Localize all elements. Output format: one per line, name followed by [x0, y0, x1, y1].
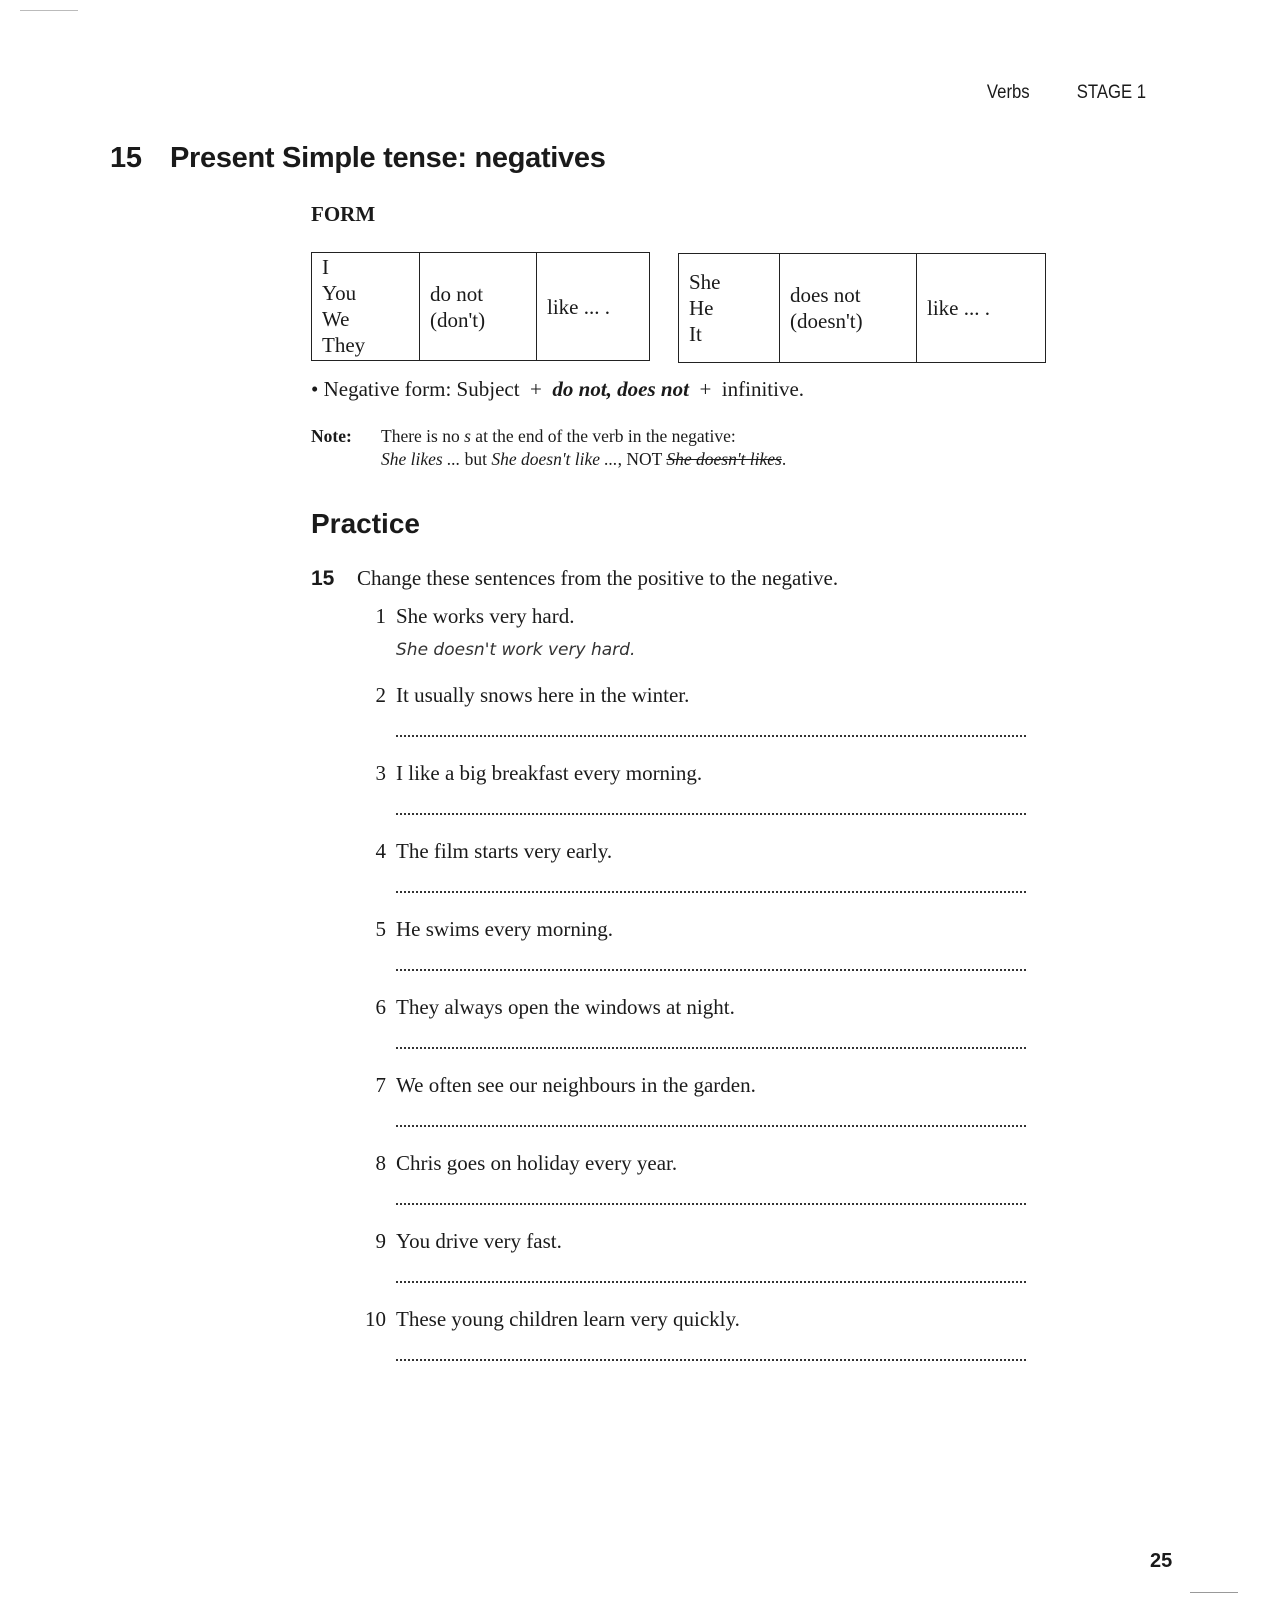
- item-sentence: I like a big breakfast every morning.: [396, 761, 703, 785]
- subjects-cell: [312, 253, 420, 361]
- item-number: 8: [375, 1151, 386, 1175]
- list-item: [356, 604, 1026, 683]
- note-wrong-example: She doesn't likes: [666, 449, 782, 469]
- answer-line[interactable]: [396, 1271, 1026, 1283]
- aux-cell: [780, 254, 917, 363]
- note-not: , NOT: [617, 449, 667, 469]
- running-header: [984, 82, 1151, 104]
- list-item: [356, 839, 1026, 917]
- item-sentence: They always open the windows at night.: [396, 995, 735, 1019]
- list-item: [356, 1307, 1026, 1385]
- list-item: [356, 1151, 1026, 1229]
- item-sentence: She works very hard.: [396, 604, 575, 628]
- answer-line[interactable]: [396, 1193, 1026, 1205]
- note-text: at the end of the verb in the negative:: [470, 426, 736, 446]
- item-sentence: We often see our neighbours in the garden.: [396, 1073, 756, 1097]
- note-but: but: [460, 449, 492, 469]
- item-number: 5: [375, 917, 386, 941]
- practice-heading: Practice: [311, 508, 420, 539]
- item-answer: She doesn't work very hard.: [396, 640, 636, 660]
- item-number: 7: [375, 1073, 386, 1097]
- subject: You: [322, 281, 357, 305]
- note-line-1: [311, 425, 786, 448]
- subject: We: [322, 307, 350, 331]
- page-title: [110, 142, 606, 175]
- item-number: 4: [375, 839, 386, 863]
- aux-full: does not: [790, 283, 861, 307]
- subject: I: [322, 255, 329, 279]
- item-sentence: It usually snows here in the winter.: [396, 683, 690, 707]
- form-label: FORM: [311, 202, 376, 226]
- subjects-cell: [679, 254, 780, 363]
- answer-line[interactable]: [396, 959, 1026, 971]
- item-number: 3: [375, 761, 386, 785]
- exercise-items: [356, 604, 1026, 1385]
- item-sentence: Chris goes on holiday every year.: [396, 1151, 678, 1175]
- header-stage: STAGE 1: [1076, 82, 1147, 103]
- item-number: 1: [375, 604, 386, 628]
- list-item: [356, 683, 1026, 761]
- rule-bullet: [311, 377, 804, 402]
- answer-line[interactable]: [396, 803, 1026, 815]
- subject: She: [689, 270, 721, 294]
- answer-line[interactable]: [396, 1115, 1026, 1127]
- aux-short: (doesn't): [790, 309, 863, 333]
- form-table-singular: [678, 253, 1046, 363]
- subject: They: [322, 333, 366, 357]
- header-section: Verbs: [986, 82, 1030, 103]
- list-item: [356, 761, 1026, 839]
- note-example-2: She doesn't like ...: [491, 449, 618, 469]
- answer-line[interactable]: [396, 881, 1026, 893]
- answer-line[interactable]: [396, 1037, 1026, 1049]
- item-sentence: He swims every morning.: [396, 917, 613, 941]
- item-sentence: The film starts very early.: [396, 839, 613, 863]
- aux-cell: [420, 253, 537, 361]
- rule-suffix: + infinitive.: [688, 377, 805, 401]
- exercise-number: 15: [311, 567, 335, 590]
- note-example-1: She likes ...: [381, 449, 461, 469]
- item-number: 9: [375, 1229, 386, 1253]
- note-text: There is no: [381, 426, 465, 446]
- note-end: .: [781, 449, 787, 469]
- aux-full: do not: [430, 281, 484, 306]
- exercise-instruction: [311, 566, 838, 591]
- answer-line[interactable]: [396, 725, 1026, 737]
- title-number: 15: [110, 142, 142, 174]
- verb-cell: like ... .: [537, 253, 650, 361]
- form-table-plural: [311, 252, 650, 361]
- item-sentence: You drive very fast.: [396, 1229, 562, 1253]
- bottom-rule: [1190, 1592, 1238, 1593]
- subject: He: [689, 296, 714, 320]
- note-label: Note:: [311, 426, 352, 446]
- list-item: [356, 917, 1026, 995]
- bullet-icon: •: [311, 377, 319, 401]
- item-number: 10: [365, 1307, 386, 1331]
- rule-prefix: Negative form: Subject +: [323, 377, 553, 401]
- list-item: [356, 1229, 1026, 1307]
- note: [311, 425, 786, 471]
- top-rule: [20, 10, 78, 11]
- note-line-2: [311, 448, 786, 471]
- rule-emphasis: do not, does not: [552, 377, 689, 401]
- list-item: [356, 995, 1026, 1073]
- item-number: 2: [375, 683, 386, 707]
- item-number: 6: [375, 995, 386, 1019]
- title-text: Present Simple tense: negatives: [170, 142, 606, 174]
- note-s: s: [464, 426, 471, 446]
- instruction-text: Change these sentences from the positive to the negative.: [357, 566, 839, 590]
- page-number: 25: [1150, 1550, 1173, 1572]
- subject: It: [689, 322, 702, 346]
- item-sentence: These young children learn very quickly.: [396, 1307, 740, 1331]
- list-item: [356, 1073, 1026, 1151]
- verb-cell: like ... .: [917, 254, 1046, 363]
- aux-short: (don't): [430, 307, 486, 332]
- answer-line[interactable]: [396, 1349, 1026, 1361]
